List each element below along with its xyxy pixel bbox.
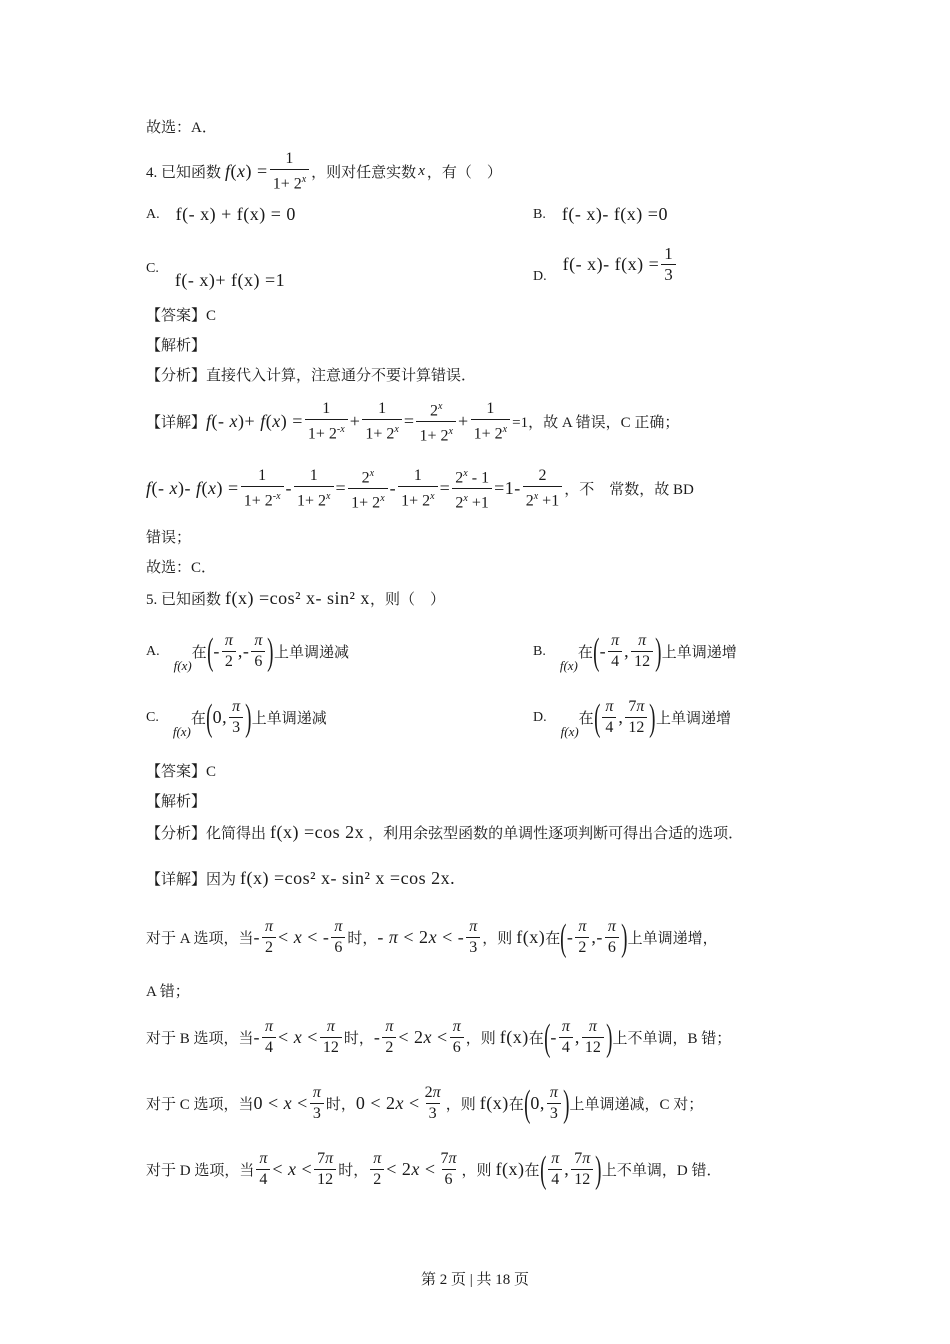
conclusion-4: 故选：C． (146, 560, 217, 576)
analysis-4: 【分析】直接代入计算，注意通分不要计算错误． (146, 368, 477, 384)
option-4c: C. f(- x)+ f(x) =1 (146, 260, 286, 290)
analysis-header-5: 【解析】 (146, 794, 207, 810)
option-5d: D. f(x) 在 ( $\frac{\pi}{4}$ , $\frac{7\pi}{12}$ ) 上单调递增 (533, 696, 732, 739)
page-footer: 第 2 页 | 共 18 页 (420, 1272, 529, 1288)
question-5-stem: 5. 已知函数 f(x) =cos² x- sin² x ，则（ ） (146, 588, 445, 608)
detail-c: 对于 C 选项，当 0 < x < $\frac{\pi}{3}$ 时， 0 < 2x < $\frac{2\pi}{3}$ ，则 f(x) 在 ( 0, $\frac{\pi}{3}$ ) 上单调递减，C 对； (146, 1082, 704, 1125)
detail-a-error: A 错； (146, 984, 190, 1000)
error-line: 错误； (146, 530, 192, 546)
detail-a: 对于 A 选项，当 - $\frac{\pi}{2}$ < x < - $\frac{\pi}{6}$ 时， - π < 2x < - $\frac{\pi}{3}$ ，则 f(x) 在 ( - $\frac{\pi}{2}$ ,- $\frac{\pi}{6}$ ) 上单调递增， (146, 916, 718, 959)
option-5a: A. f(x) 在 ( - $\frac{\pi}{2}$ ,- $\frac{\pi}{6}$ ) 上单调递减 (146, 630, 350, 673)
detail-b: 对于 B 选项，当 - $\frac{\pi}{4}$ < x < $\frac{\pi}{12}$ 时， - $\frac{\pi}{2}$ < 2x < $\frac{\pi}{6}$ ，则 f(x) 在 ( - $\frac{\pi}{4}$ , $\frac{\pi}{12}$ ) 上不单调，B 错； (146, 1016, 732, 1059)
question-4-stem: 4. 已知函数 f(x) = $\frac{1}{1+ 2^x}$ ，则对任意实数 x ，有（ ） (146, 150, 502, 193)
answer-5: 【答案】C (146, 764, 217, 780)
detail-5: 【详解】因为 f(x) =cos² x- sin² x =cos 2x. (146, 868, 456, 888)
option-4d: D. f(- x)- f(x) = $\frac{1}{3}$ (533, 245, 678, 284)
analysis-5: 【分析】化简得出 f(x) =cos 2x ，利用余弦型函数的单调性逐项判断可得出合适的选项． (146, 822, 744, 842)
option-4b: B. f(- x)- f(x) =0 (533, 204, 668, 224)
option-5c: C. f(x) 在 ( 0, $\frac{\pi}{3}$ ) 上单调递减 (146, 696, 327, 739)
detail-d: 对于 D 选项，当 $\frac{\pi}{4}$ < x < $\frac{7\pi}{12}$ 时， $\frac{\pi}{2}$ < 2x < $\frac{7\pi}{6}$ ，则 f(x) 在 ( $\frac{\pi}{4}$ , $\frac{7\pi}{12}$ ) 上不单调，D 错． (146, 1148, 722, 1191)
option-5b: B. f(x) 在 ( - $\frac{\pi}{4}$ , $\frac{\pi}{12}$ ) 上单调递增 (533, 630, 737, 673)
answer-4: 【答案】C (146, 308, 217, 324)
analysis-header-4: 【解析】 (146, 338, 207, 354)
detail-4-line-1: 【详解】 f(- x)+ f(x) = $\frac{1}{1+ 2^{-x}}$ + $\frac{1}{1+ 2^x}$ = $\frac{2^x}{1+ 2^x}$ + $\frac{1}{1+ 2^x}$ =1，故 A 错误，C 正确； (146, 400, 680, 445)
conclusion-line: 故选：A． (146, 120, 217, 136)
option-4a: A. f(- x) + f(x) = 0 (146, 204, 296, 224)
detail-4-line-2: f(- x)- f(x) = $\frac{1}{1+ 2^{-x}}$ - $\frac{1}{1+ 2^x}$ = $\frac{2^x}{1+ 2^x}$ - $\frac{1}{1+ 2^x}$ = $\frac{2^x - 1}{2^x +1}$ =1- $\frac{2}{2^x +1}$ ，不 常数，故 BD (146, 467, 694, 512)
